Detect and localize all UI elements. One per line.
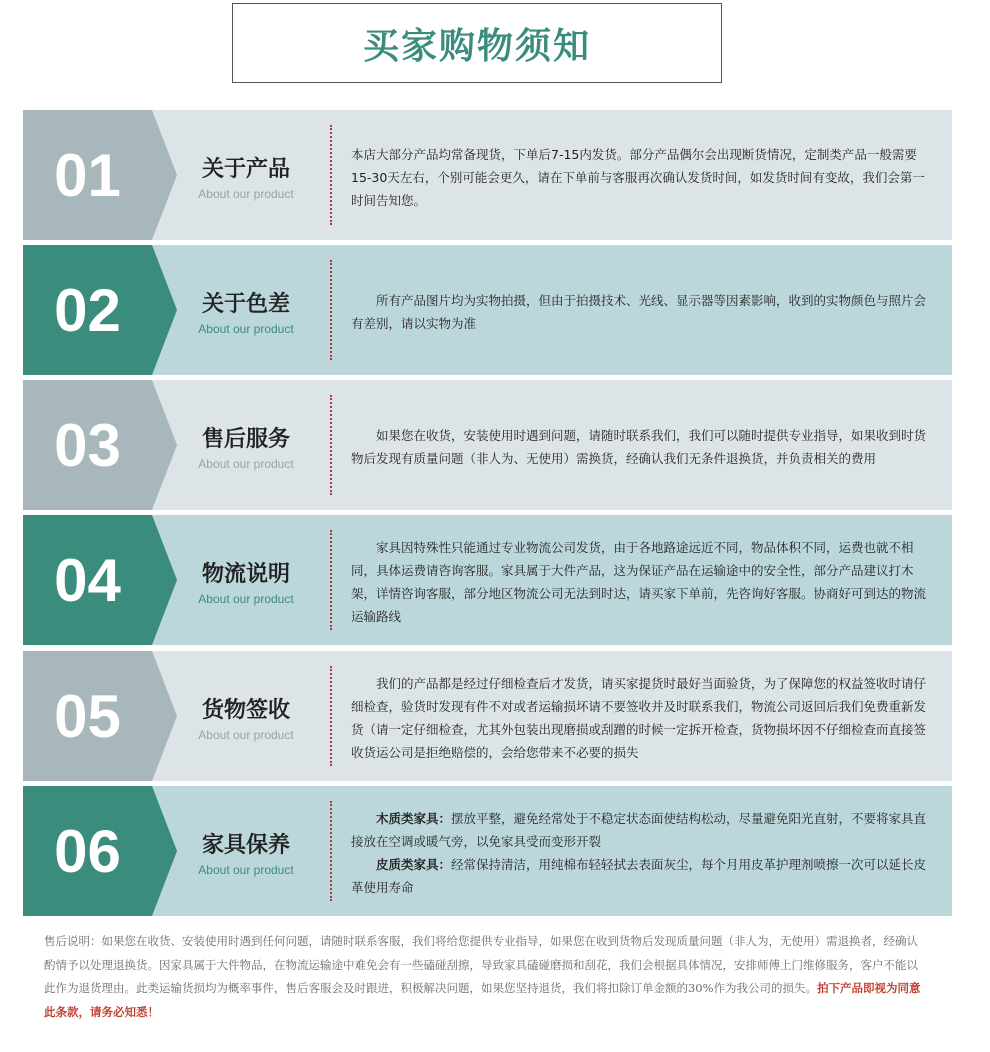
section-heading	[171, 816, 321, 877]
section-maintenance	[23, 786, 952, 916]
section-heading	[171, 140, 321, 201]
dotted-divider	[330, 530, 332, 630]
section-subtitle: About our product	[198, 728, 294, 742]
section-subtitle: About our product	[198, 863, 294, 877]
section-subtitle: About our product	[198, 457, 294, 471]
leather-label: 皮质类家具：	[376, 857, 452, 872]
page-title: 买家购物须知	[362, 25, 591, 67]
footer-text: 售后说明：如果您在收货、安装使用时遇到任何问题，请随时联系客服，我们将给您提供专业指导，如果您在收到货物后发现质量问题（非人为，无使用）需退换者，经确认酌情予以处理退换货。因家具属于大件物品，在物流运输途中难免会有一些磕碰刮擦，导致家具磕碰磨损和刮花，我们会根据具体情况，安排师傅上门维修服务，客户不能以此作为退货理由。此类运输货损均为概率事件，售后客服会及时跟进，积极解决问题，如果您坚持退货，我们将扣除订单金额的30%作为我公司的损失。	[44, 934, 918, 995]
section-product	[23, 110, 952, 240]
section-title: 售后服务	[201, 427, 290, 452]
footer-warning: 拍下产品即视为同意此条款，请务必知悉！	[44, 981, 921, 1019]
dotted-divider	[330, 260, 332, 360]
section-heading	[171, 275, 321, 336]
section-title: 家具保养	[201, 833, 290, 858]
section-number: 03	[54, 411, 121, 479]
section-text: 所有产品图片均为实物拍摄，但由于拍摄技术、光线、显示器等因素影响，收到的实物颜色与照片会有差别，请以实物为准	[351, 293, 927, 331]
section-subtitle: About our product	[198, 187, 294, 201]
section-number: 01	[54, 141, 121, 209]
leather-text: 经常保持清洁，用纯棉布轻轻拭去表面灰尘，每个月用皮革护理剂喷擦一次可以延长皮革使用寿命	[351, 857, 927, 895]
section-subtitle: About our product	[198, 322, 294, 336]
section-number: 05	[54, 682, 121, 750]
after-sales-note	[44, 930, 924, 1024]
dotted-divider	[330, 801, 332, 901]
section-heading	[171, 681, 321, 742]
section-logistics	[23, 515, 952, 645]
section-heading	[171, 410, 321, 471]
section-title: 物流说明	[201, 562, 290, 587]
section-title: 货物签收	[201, 698, 290, 723]
section-text: 我们的产品都是经过仔细检查后才发货，请买家提货时最好当面验货，为了保障您的权益签收时请仔细检查，验货时发现有件不对或者运输损坏请不要签收并及时联系我们，物流公司返回后我们免费重新发货（请一定仔细检查，尤其外包装出现磨损或刮蹭的时候一定拆开检查，货物损坏因不仔细检查而直接签收货运公司是拒绝赔偿的，会给您带来不必要的损失	[351, 676, 927, 760]
section-subtitle: About our product	[198, 592, 294, 606]
wood-text: 摆放平整，避免经常处于不稳定状态面使结构松动，尽量避免阳光直射，不要将家具直接放在空调或暖气旁，以免家具受而变形开裂	[351, 811, 927, 849]
section-title: 关于产品	[201, 157, 290, 182]
section-number: 04	[54, 546, 121, 614]
dotted-divider	[330, 666, 332, 766]
section-color	[23, 245, 952, 375]
section-receipt	[23, 651, 952, 781]
wood-label: 木质类家具：	[376, 811, 452, 826]
dotted-divider	[330, 395, 332, 495]
section-number: 06	[54, 817, 121, 885]
section-number: 02	[54, 276, 121, 344]
section-title: 关于色差	[201, 292, 290, 317]
section-text: 家具因特殊性只能通过专业物流公司发货，由于各地路途远近不同，物品体积不同，运费也就不相同，具体运费请咨询客服。家具属于大件产品，这为保证产品在运输途中的安全性，部分产品建议打木架，详情咨询客服，部分地区物流公司无法到时达，请买家下单前，先咨询好客服。协商好可到达的物流运输路线	[351, 540, 927, 624]
dotted-divider	[330, 125, 332, 225]
section-text	[351, 804, 931, 902]
section-after-sales	[23, 380, 952, 510]
section-text: 如果您在收货，安装使用时遇到问题，请随时联系我们，我们可以随时提供专业指导，如果收到时货物后发现有质量问题（非人为、无使用）需换货，经确认我们无条件退换货，并负责相关的费用	[351, 428, 927, 466]
page-title-box	[232, 3, 722, 83]
section-text: 本店大部分产品均常备现货，下单后7-15内发货。部分产品偶尔会出现断货情况，定制类产品一般需要15-30天左右，个别可能会更久，请在下单前与客服再次确认发货时间，如发货时间有变故，我们会第一时间告知您。	[351, 146, 925, 208]
section-heading	[171, 545, 321, 606]
